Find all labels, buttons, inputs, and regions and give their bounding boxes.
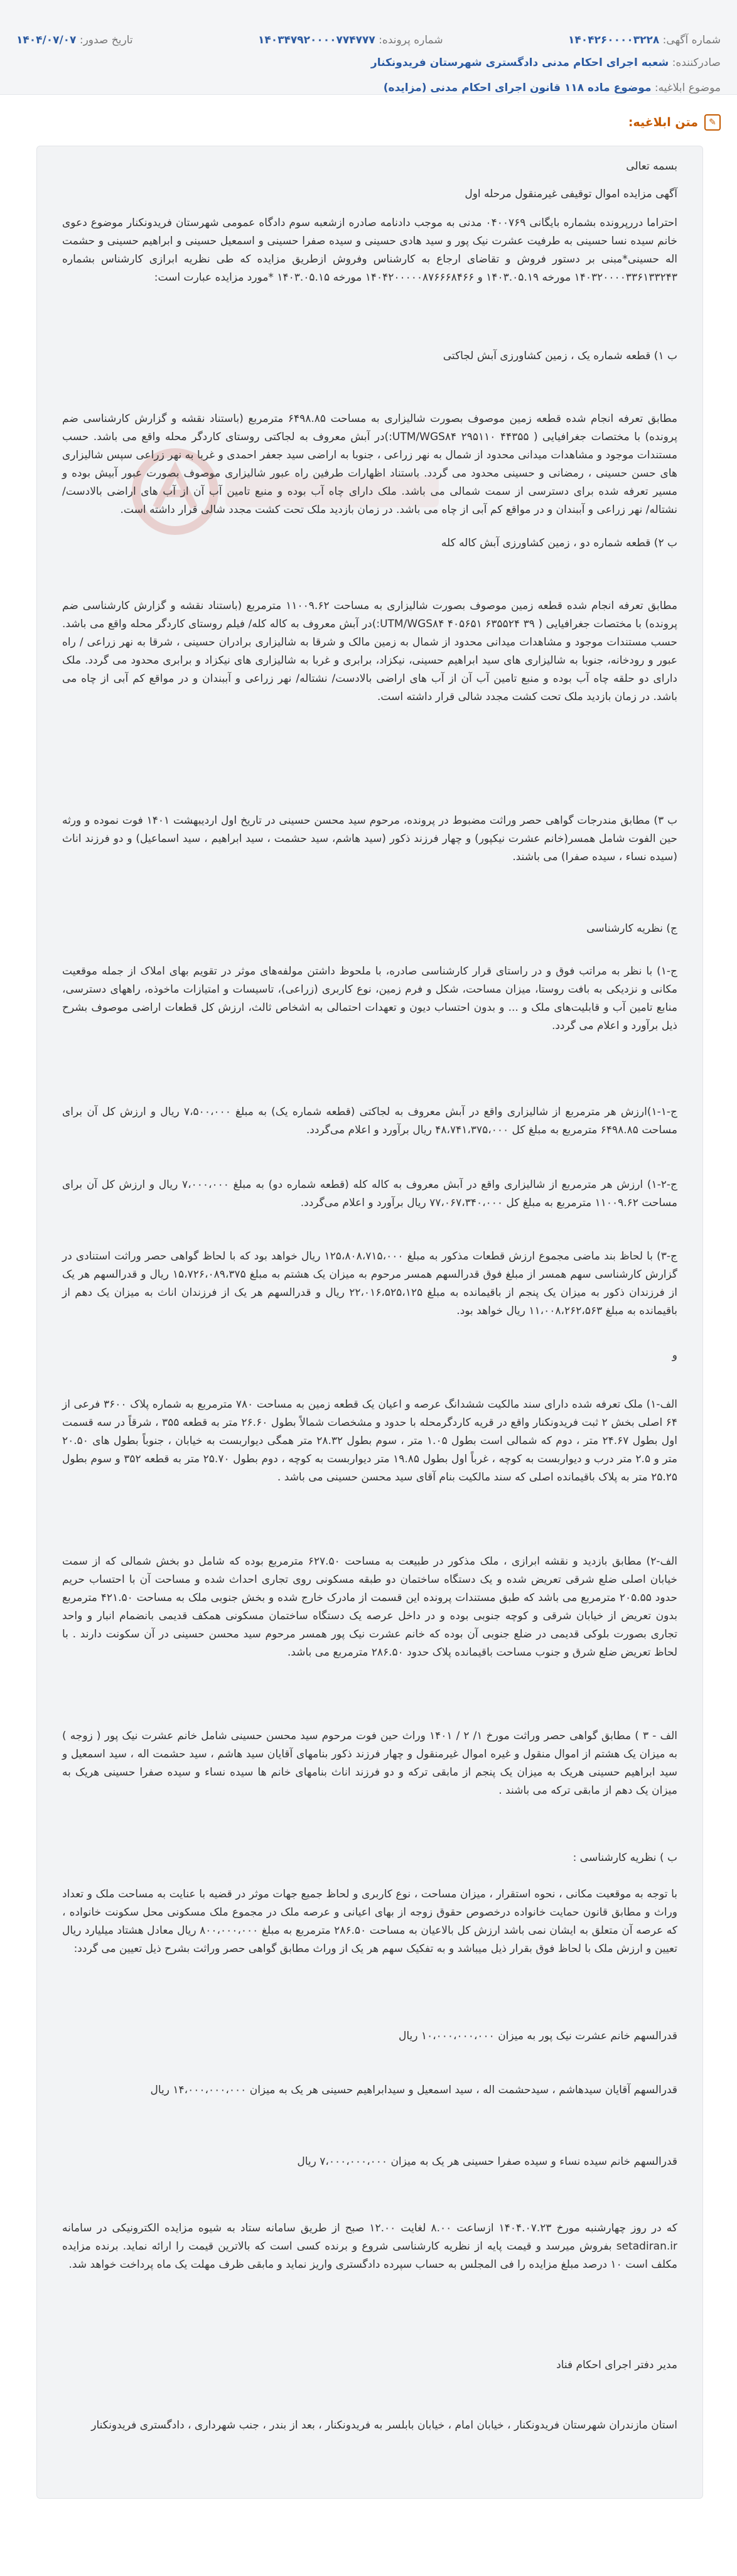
document-icon: ✎ <box>704 114 721 131</box>
notice-header <box>0 0 737 95</box>
section-c3-text: ج-۳) با لحاظ بند ماضی مجموع ارزش قطعات مذکور به مبلغ ۱۲۵،۸۰۸،۷۱۵،۰۰۰ ریال خواهد بود که با لحاظ گواهی حصر وراثت استنادی در گزارش کارشناسی سهم همسر از مبلغ فوق قدرالسهم همسر مرحوم به میزان یک هشتم به مبلغ ۱۵،۷۲۶،۰۸۹،۳۷۵ ریال و قدرالسهم هر یک از فرزندان ذکور به میزان یک پنجم از باقیمانده به مبلغ ۲۲،۰۱۶،۵۲۵،۱۲۵ ریال و قدرالسهم هر یک از فرزندان اناث به میزان یک دهم از باقیمانده به مبلغ ۱۱،۰۰۸،۲۶۲،۵۶۳ ریال خواهد بود. <box>62 1250 677 1317</box>
basmala: بسمه تعالی <box>626 160 677 173</box>
section-c11-text: ج-۱-۱)ارزش هر مترمربع از شالیزاری واقع در آبش معروف به لجاکتی (قطعه شماره یک) به مبلغ ۷،۵۰۰،۰۰۰ ریال و ارزش کل آن برای مساحت ۶۴۹۸.۸۵ مترمربع به مبلغ کل ۴۸،۷۴۱،۳۷۵،۰۰۰ ریال برآورد و اعلام می‌گردد. <box>62 1106 677 1136</box>
signature-line: مدیر دفتر اجرای احکام فناد <box>556 2359 677 2371</box>
notice-title: ✎ متن ابلاغیه: <box>628 114 721 131</box>
section-c21-text: ج-۲-۱) ارزش هر مترمربع از شالیزاری واقع در آبش معروف به کاله کله (قطعه شماره دو) به مبلغ ۷،۰۰۰،۰۰۰ ریال و ارزش کل آن برای مساحت ۱۱۰۰۹.۶۲ مترمربع به مبلغ کل ۷۷،۰۶۷،۳۴۰،۰۰۰ ریال برآورد و اعلام می‌گردد. <box>62 1178 677 1209</box>
connector-text: و <box>672 1349 677 1362</box>
section-c-title: ج) نظریه کارشناسی <box>586 922 677 935</box>
intro-paragraph: احتراما دررپرونده بشماره بایگانی ۰۴۰۰۷۶۹ مدنی به موجب دادنامه صادره ازشعبه سوم دادگاه عمومی شهرستان فریدونکنار موضوع دعوی خانم سیده نسا حسینی به طرفیت عشرت نیک پور و سید هادی حسینی و سیده صفرا حسینی و اسمعیل حسینی و ابراهیم حسینی و حشمت اله حسینی*مبنی بر دستور فروش و تقاضای ارجاع به کارشناس وفروش ازطریق مزایده که طی نظریه ابرازی کارشناس بشماره ۱۴۰۳۲۰۰۰۰۳۳۶۱۳۳۲۴۳ مورخه ۱۴۰۳.۰۵.۱۹ و ۱۴۰۴۲۰۰۰۰۰۸۷۶۶۶۸۴۶۶ مورخه ۱۴۰۳.۰۵.۱۵ *مورد مزایده عبارت است: <box>62 217 678 284</box>
notice-heading: آگهی مزایده اموال توقیفی غیرمنقول مرحله اول <box>465 188 677 200</box>
issue-date: تاریخ صدور: ۱۴۰۴/۰۷/۰۷ <box>16 34 133 46</box>
subject-row: موضوع ابلاغیه: موضوع ماده ۱۱۸ قانون اجرای احکام مدنی (مزایده) <box>383 82 721 94</box>
section-b1-text: مطابق تعرفه انجام شده قطعه زمین موصوف بصورت شالیزاری به مساحت ۶۴۹۸.۸۵ مترمربع (باستناد نقشه و گزارش کارشناسی ضم پرونده) با مختصات جغرافیایی ( ۴۴۳۵۵ ۲۹۵۱۱۰ UTM/WGS۸۴:)در آبش معروف به لجاکتی روستای کاردگر محله واقع می باشد. حسب مستندات موجود و مشاهدات میدانی محدود از شمال به نهر زراعی ، جنوبا به اراضی سید جعفر احمدی و غربا به نهر زراعی سپس شالیزاری های حسن حسینی ، رمضانی و حسینی محدود می گردد. باستناد اظهارات طرفین راه عبور شالیزاری موصوف بصورت عبور آبیش بوده و مسیر تعرفه شده برای دسترسی از سمت شمالی می باشد. ملک دارای چاه آب بوده و منبع تامین آب آن از آب های اراضی بالادست/ نشتاله/ نهر زراعی و آببندان و در مواقع کم آبی از چاه می باشد. در زمان بازدید ملک تحت کشت مجدد شالی قرار داشته است. <box>62 412 677 516</box>
section-a1-text: الف-۱) ملک تعرفه شده دارای سند مالکیت ششدانگ عرصه و اعیان یک قطعه زمین به مساحت ۷۸۰ مترمربع به شماره پلاک ۳۶۰۰ فرعی از ۶۴ اصلی بخش ۲ ثبت فریدونکنار واقع در قریه کاردگرمحله با حدود و مشخصات شمالاً بطول ۲۶.۶۰ متر به قطعه ۳۵۵ ، شرقاً در سه قسمت اول بطول ۲۴.۶۷ متر ، دوم که شمالی است بطول ۱.۰۵ متر ، سوم بطول ۲۸.۳۲ متر همگی دیواربست به خیابان ، جنوباً بطول های ۲۰.۵۰ متر و ۲.۵ متر درب و دیواربست به کوچه ، غرباً اول بطول ۱۹.۸۵ متر دیواربست به کوچه ، دوم بطول ۲۵.۷۰ متر به قطعه ۳۵۲ و سوم بطول ۲۵.۲۵ متر به پلاک باقیمانده اصلی که سند مالکیت بنام آقای سید محسن حسینی می باشد . <box>62 1398 678 1484</box>
meta-row-numbers <box>16 34 721 46</box>
section-c1-text: ج-۱) با نظر به مراتب فوق و در راستای قرار کارشناسی صادره، با ملحوظ داشتن مولفه‌های موثر در تقویم بهای املاک از جمله موقعیت مکانی و نزدیکی به بافت روستا، میزان مساحت، شکل و فرم زمین، نوع کاربری (زراعی)، تاسیسات و امتیازات ماخوذه، راههای دسترسی، منابع تامین آب و قابلیت‌های ملک و ... و بدون احتساب دیون و تعهدات احتمالی به اشخاص ثالث، ارزش کل قطعات اراضی موصوف بشرح ذیل برآورد و اعلام می گردد. <box>62 965 677 1032</box>
case-number: شماره پرونده: ۱۴۰۳۴۷۹۲۰۰۰۰۷۷۴۷۷۷ <box>258 34 443 46</box>
auction-details: که در روز چهارشنبه مورخ ۱۴۰۴.۰۷.۲۳ ازساعت ۸.۰۰ لغایت ۱۲.۰۰ صبح از طریق سامانه ستاد به شیوه مزایده الکترونیکی در سامانه setadiran.ir بفروش میرسد و قیمت پایه از نظریه کارشناسی شروع و برنده کسی است که بالاترین قیمت را ارائه نماید. برنده مزایده مکلف است ۱۰ درصد مبلغ مزایده را فی المجلس به حساب سپرده دادگستری واریز نماید و مابقی ظرف مهلت یک ماه پرداخت خواهد شد. <box>62 2222 677 2271</box>
issuer-row: صادرکننده: شعبه اجرای احکام مدنی دادگستری شهرستان فریدونکنار <box>370 57 721 69</box>
section-expert-text: با توجه به موقعیت مکانی ، نحوه استقرار ، میزان مساحت ، نوع کاربری و لحاظ جمیع جهات موثر در قضیه با عنایت به مساحت ملک و تعداد وراث و مطابق قانون حمایت خانواده درخصوص حقوق زوجه از بهای اعیانی و عرصه ملک در مجموع ملک مسکونی محل سکونت خانواده ، که عرصه آن متعلق به ایشان نمی باشد ارزش کل بالاعیان به مساحت ۲۸۶.۵۰ مترمربع به مبلغ ۸۰۰،۰۰۰،۰۰۰ ریال معادل هشتاد میلیارد ریال تعیین و ارزش ملک با لحاظ فوق بقرار ذیل میباشد و به تفکیک سهم هر یک از وراث مطابق گواهی حصر وراثت بشرح ذیل تعیین می گردد: <box>62 1888 678 1955</box>
court-address: استان مازندران شهرستان فریدونکنار ، خیابان امام ، خیابان بابلسر به فریدونکنار ، بعد از بندر ، جنب شهرداری ، دادگستری فریدونکنار <box>91 2419 677 2432</box>
share-sons: قدرالسهم آقایان سیدهاشم ، سیدحشمت اله ، سید اسمعیل و سیدابراهیم حسینی هر یک به میزان ۱۴،۰۰۰،۰۰۰،۰۰۰ ریال <box>150 2084 677 2096</box>
share-wife: قدرالسهم خانم عشرت نیک پور به میزان ۱۰،۰۰۰،۰۰۰،۰۰۰ ریال <box>399 2030 677 2042</box>
tracking-number: شماره آگهی: ۱۴۰۴۲۶۰۰۰۰۳۲۲۸ <box>568 34 721 46</box>
section-b2-text: مطابق تعرفه انجام شده قطعه زمین موصوف بصورت شالیزاری به مساحت ۱۱۰۰۹.۶۲ مترمربع (باستناد نقشه و گزارش کارشناسی ضم پرونده) با مختصات جغرافیایی ( ۳۹ ۶۳۵۵۲۴ ۴۰۵۶۵۱ UTM/WGS۸۴:)در آبش معروف به کاله کله/ فیلم روستای کاردگر محله واقع می باشد. حسب مستندات موجود و مشاهدات میدانی محدود از شمال به زمین مالک و شرقا به شالیزاری برادران حسینی ، شرقا به نهر زراعی / راه عبور و رودخانه، جنوبا به شالیزاری های سید ابراهیم حسینی، نیکزاد، برابری و غربا به شالیزاری های نیکزاد و برابری محدود می گردد. ملک دارای دو حلقه چاه آب بوده و منبع تامین آب آن از آب های اراضی بالادست/ نشتاله/ نهر زراعی و آببندان و در مواقع کم آبی از چاه می باشد. در زمان بازدید ملک تحت کشت مجدد شالی قرار داشته است. <box>62 600 678 703</box>
section-b3-text: ب ۳) مطابق مندرجات گواهی حصر وراثت مضبوط در پرونده، مرحوم سید محسن حسینی در تاریخ اول اردیبهشت ۱۴۰۱ فوت نموده و ورثه حین الفوت شامل همسر(خانم عشرت نیکپور) و چهار فرزند ذکور (سید هاشم، سید حشمت ، سید ابراهیم ، سید اسماعیل) و دو فرزند اناث (سیده نساء ، سیده صفرا) می باشند. <box>62 814 677 863</box>
share-daughters: قدرالسهم خانم سیده نساء و سیده صفرا حسینی هر یک به میزان ۷،۰۰۰،۰۰۰،۰۰۰ ریال <box>297 2155 677 2168</box>
section-a2-text: الف-۲) مطابق بازدید و نقشه ابرازی ، ملک مذکور در طبیعت به مساحت ۶۲۷.۵۰ مترمربع بوده که شامل دو بخش شمالی که از سمت خیابان اصلی ضلع شرقی تعریض شده و یک دستگاه ساختمان دو طبقه مسکونی روی تجاری احداث شده و مساحت آن با احتساب حریم حدود ۲۰۵.۵۵ مترمربع می باشد که طبق مستندات پرونده این قسمت از مادرک خارج شده و بخش جنوبی ملک به مساحت ۴۲۱.۵۰ مترمربع بدون تعریض از خیابان شرقی و کوچه جنوبی بوده و در داخل عرصه یک دستگاه ساختمان مسکونی همکف قدیمی بانضمام انبار و واحد تجاری بصورت بلوکی قدیمی در ضلع جنوبی آن بوده که خانم عشرت نیک پور همسر مرحوم سید محسن حسینی در آن سکونت دارند . با لحاظ تعریض ضلع شرق و جنوب مساحت باقیمانده پلاک حدود ۲۸۶.۵۰ مترمربع می باشد. <box>62 1555 677 1659</box>
notice-body <box>36 146 703 2499</box>
section-a3-text: الف - ۳ ) مطابق گواهی حصر وراثت مورخ ۱/ ۲ / ۱۴۰۱ وراث حین فوت مرحوم سید محسن حسینی شامل خانم عشرت نیک پور ( زوجه ) به میزان یک هشتم از اموال منقول و غیره اموال غیرمنقول و چهار فرزند ذکور بنامهای آقایان سید هاشم ، سید حشمت اله ، سید اسمعیل و سید ابراهیم حسینی هریک به میزان یک پنجم از مابقی ترکه و دو فرزند اناث بنامهای خانم ها سیده نساء و سیده صفرا حسینی هریک به میزان یک دهم از مابقی ترکه می باشند . <box>62 1730 677 1797</box>
section-b2-title: ب ۲) قطعه شماره دو ، زمین کشاورزی آبش کاله کله <box>441 537 677 549</box>
section-b1-title: ب ۱) قطعه شماره یک ، زمین کشاورزی آبش لجاکتی <box>443 350 677 362</box>
section-expert-title: ب ) نظریه کارشناسی : <box>573 1851 677 1864</box>
